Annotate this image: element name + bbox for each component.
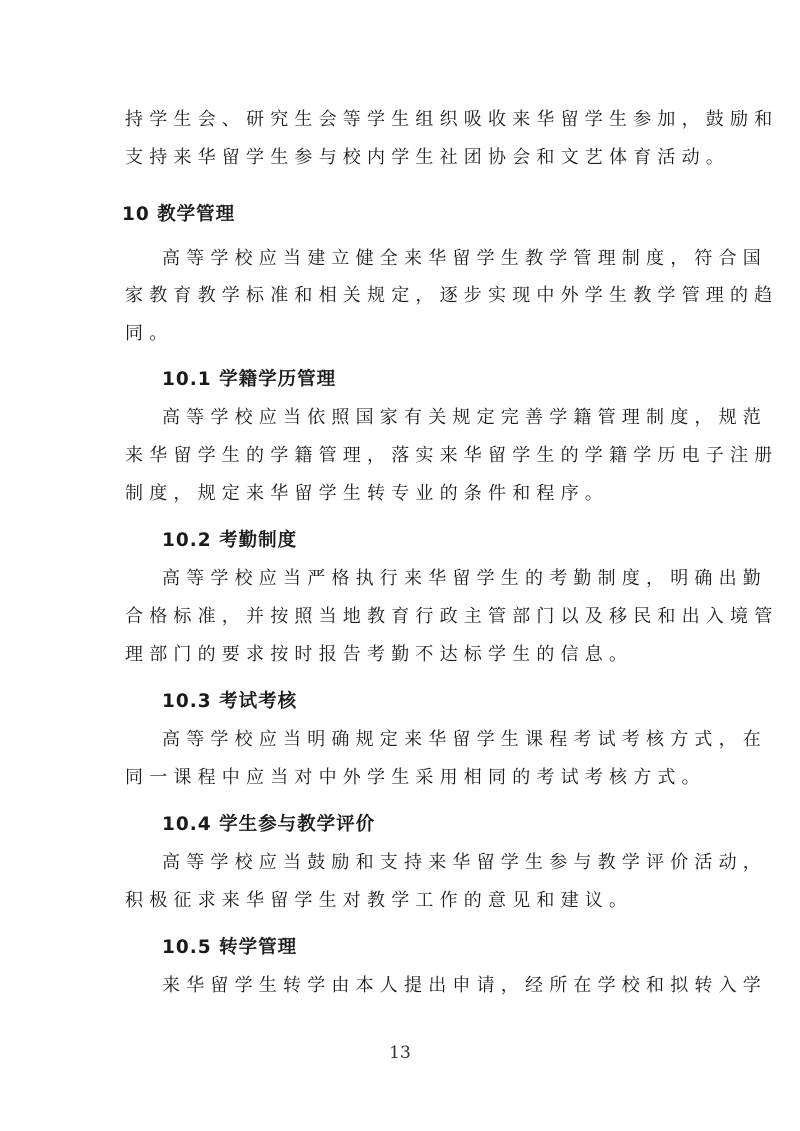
paragraph-line: 持学生会、研究生会等学生组织吸收来华留学生参加，鼓励和 <box>125 109 779 130</box>
subsection-heading: 10.1 学籍学历管理 <box>162 369 337 390</box>
paragraph-line: 高等学校应当明确规定来华留学生课程考试考核方式，在 <box>162 729 767 750</box>
page-number: 13 <box>389 1043 411 1063</box>
paragraph-line: 制度，规定来华留学生转专业的条件和程序。 <box>125 483 609 504</box>
subsection-heading: 10.2 考勤制度 <box>162 530 298 551</box>
paragraph-line: 同一课程中应当对中外学生采用相同的考试考核方式。 <box>125 767 706 788</box>
paragraph-line: 高等学校应当严格执行来华留学生的考勤制度，明确出勤 <box>162 568 767 589</box>
paragraph-line: 高等学校应当鼓励和支持来华留学生参与教学评价活动， <box>162 852 767 873</box>
subsection-heading: 10.5 转学管理 <box>162 937 298 958</box>
paragraph-line: 合格标准，并按照当地教育行政主管部门以及移民和出入境管 <box>125 606 779 627</box>
paragraph-line: 理部门的要求按时报告考勤不达标学生的信息。 <box>125 644 634 665</box>
paragraph-line: 高等学校应当依照国家有关规定完善学籍管理制度，规范 <box>162 407 767 428</box>
paragraph-line: 支持来华留学生参与校内学生社团协会和文艺体育活动。 <box>125 147 730 168</box>
subsection-heading: 10.4 学生参与教学评价 <box>162 814 376 835</box>
paragraph-line: 高等学校应当建立健全来华留学生教学管理制度，符合国 <box>162 248 767 269</box>
subsection-heading: 10.3 考试考核 <box>162 691 298 712</box>
paragraph-line: 来华留学生的学籍管理，落实来华留学生的学籍学历电子注册 <box>125 445 779 466</box>
section-heading: 10 教学管理 <box>122 204 236 225</box>
paragraph-line: 同。 <box>125 323 174 344</box>
paragraph-line: 家教育教学标准和相关规定，逐步实现中外学生教学管理的趋 <box>125 285 779 306</box>
paragraph-line: 来华留学生转学由本人提出申请，经所在学校和拟转入学 <box>162 975 767 996</box>
paragraph-line: 积极征求来华留学生对教学工作的意见和建议。 <box>125 890 634 911</box>
